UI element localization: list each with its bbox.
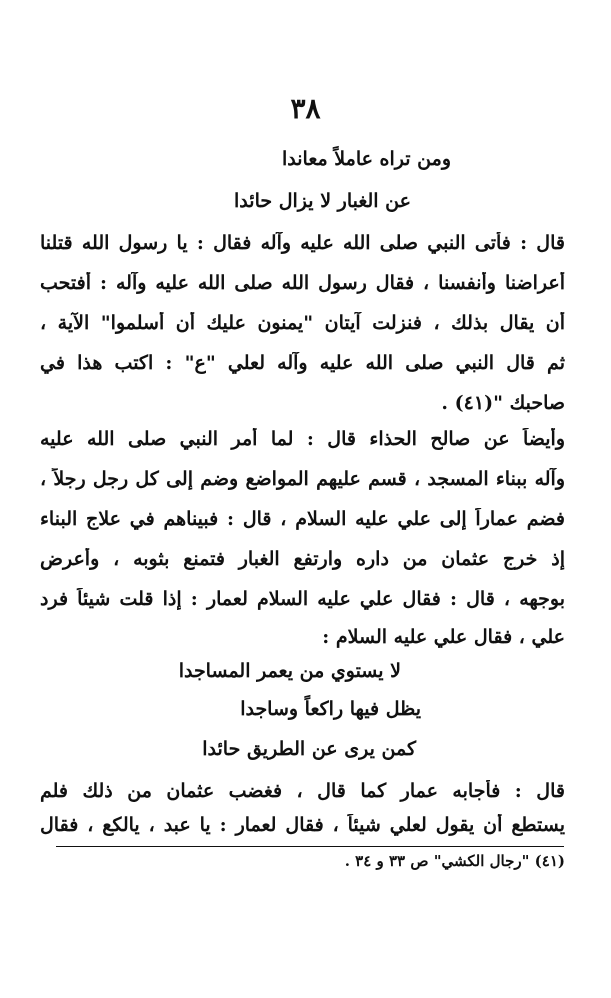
verse-line: لا يستوي من يعمر المساجدا (178, 660, 401, 682)
text-line: بوجهه ، قال : فقال علي عليه السلام لعمار : إذا قلت شيئاً فرد (40, 588, 565, 610)
verse-line: ومن تراه عاملاً معاندا (282, 148, 451, 170)
text-line: يستطع أن يقول لعلي شيئاً ، فقال لعمار : يا عبد ، يالكع ، فقال (40, 814, 565, 836)
verse-line: يظل فيها راكعاً وساجدا (240, 698, 421, 720)
text-line: أعراضنا وأنفسنا ، فقال رسول الله صلى الله عليه وآله : أفتحب (40, 272, 565, 294)
text-line: صاحبك "(٤١) . (441, 392, 565, 414)
text-line: وآله ببناء المسجد ، قسم عليهم المواضع وضم إلى كل رجل رجلاً ، (40, 468, 565, 490)
page-number: ٣٨ (290, 92, 321, 125)
verse-line: كمن يرى عن الطريق حائدا (202, 738, 416, 760)
verse-line: عن الغبار لا يزال حائدا (234, 190, 411, 212)
text-line: أن يقال بذلك ، فنزلت آيتان "يمنون عليك أن أسلموا" الآية ، (40, 312, 565, 334)
text-line: إذ خرج عثمان من داره وارتفع الغبار فتمنع بثوبه ، وأعرض (40, 548, 565, 570)
text-line: ثم قال النبي صلى الله عليه وآله لعلي "ع" : اكتب هذا في (40, 352, 565, 374)
footnote: (٤١) "رجال الكشي" ص ٣٣ و ٣٤ . (344, 852, 565, 870)
text-line: وأيضاً عن صالح الحذاء قال : لما أمر النبي صلى الله عليه (40, 428, 565, 450)
text-line: قال : فأجابه عمار كما قال ، فغضب عثمان من ذلك فلم (40, 780, 565, 802)
footnote-divider (56, 846, 564, 847)
text-line: علي ، فقال علي عليه السلام : (322, 626, 565, 648)
text-line: فضم عماراً إلى علي عليه السلام ، قال : فبيناهم في علاج البناء (40, 508, 565, 530)
text-line: قال : فأتى النبي صلى الله عليه وآله فقال : يا رسول الله قتلنا (40, 232, 565, 254)
